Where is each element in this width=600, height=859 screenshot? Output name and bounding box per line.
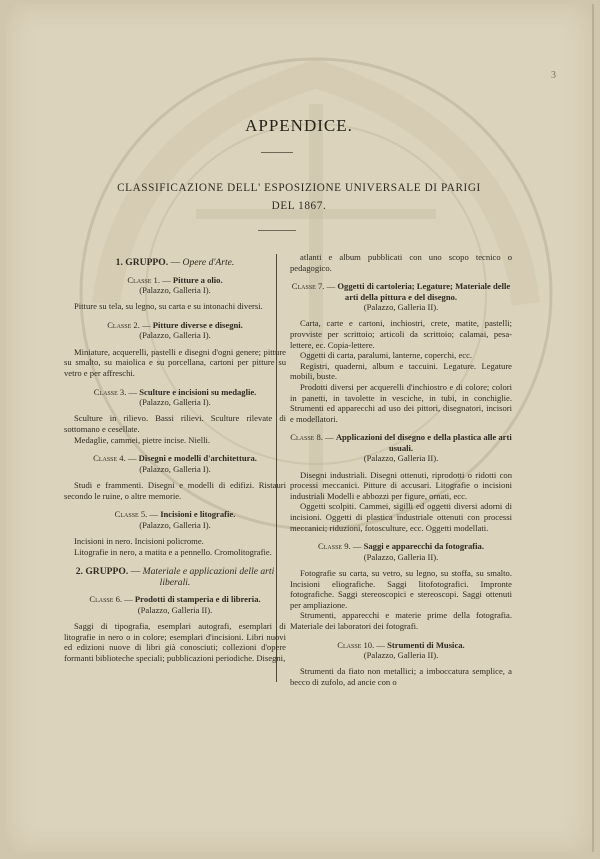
class-title: Oggetti di cartoleria; Legature; Materiale delle arti della pittura e del disegno.	[337, 281, 511, 302]
class-description: Prodotti diversi per acquerelli d'inchiostro e di colore; colori in panetti, in tavolette in vesciche, in tubi, in conchiglie. Strumenti ed apparecchi ad uso dei pittori, disegnatori, incisori e modellatori.	[290, 381, 512, 424]
class-label: Classe 9. —	[318, 541, 362, 552]
class-location: (Palazzo, Galleria II).	[363, 302, 439, 312]
class-title: Prodotti di stamperia e di libreria.	[134, 594, 261, 605]
class-title: Applicazioni del disegno e della plastica alle arti usuali.	[335, 432, 512, 453]
class-title: Saggi e apparecchi da fotografia.	[363, 541, 484, 552]
right-column	[290, 252, 512, 696]
class-description: Sculture in rilievo. Bassi rilievi. Sculture rilevate di sottomano e cesellate.	[64, 413, 286, 434]
class-title: Strumenti di Musica.	[387, 639, 465, 650]
class-label: Classe 5. —	[114, 509, 159, 520]
class-description: Disegni industriali. Disegni ottenuti, riprodotti o ridotti con processi meccanici. Pitture di accusari. Litografie o incisioni industriali Modelli e abbozzi per figure, ornati, ecc.	[290, 469, 512, 501]
group-number: 2. GRUPPO.	[75, 566, 129, 578]
class-label: Classe 4. —	[93, 453, 137, 464]
class-title: Pitture a olio.	[172, 274, 223, 285]
class-title: Pitture diverse e disegni.	[152, 320, 243, 330]
class-location: (Palazzo, Galleria I).	[139, 397, 211, 407]
page-title: APPENDICE.	[245, 116, 353, 135]
class-label: Classe 2. —	[107, 320, 151, 330]
class-description: Incisioni in nero. Incisioni policrome.	[74, 536, 204, 546]
group-title: Materiale e applicazioni delle arti liberali.	[142, 566, 275, 588]
class-description: Carta, carte e cartoni, inchiostri, crete, matite, pastelli; provviste per scrittoio; articoli da scrittoio; calamai, pesa-lettere, ec. Copia-lettere.	[290, 318, 512, 350]
class-heading-6	[64, 594, 286, 615]
class-location: (Palazzo, Galleria I).	[139, 463, 211, 474]
class-title: Incisioni e litografie.	[160, 509, 236, 520]
class-location: (Palazzo, Galleria I).	[139, 330, 211, 341]
left-column	[64, 258, 286, 672]
class-heading-3	[64, 387, 286, 408]
class-heading-9	[290, 541, 512, 562]
class-description: Studi e frammenti. Disegni e modelli di edifizi. Ristauri secondo le ruine, o altre memorie.	[64, 480, 286, 501]
class-location: (Palazzo, Galleria II).	[137, 604, 213, 615]
group-number: 1. GRUPPO.	[115, 257, 169, 268]
class-description: Strumenti, apparecchi e materie prime della fotografia. Materiale dei laboratori dei fotografi.	[290, 610, 512, 631]
page-number: 3	[551, 70, 556, 81]
class-description: Saggi di tipografia, esemplari autografi, esemplari di litografie in nero o in colore; esemplari d'incisioni. Libri nuovi ed edizioni nuove di libri già conosciuti; collezioni d'opere formanti biblioteche speciali; pubblicazioni periodiche. Disegni,	[64, 621, 286, 663]
class-title: Sculture e incisioni su medaglie.	[139, 386, 257, 397]
class-label: Classe 8. —	[290, 432, 334, 443]
class-heading-10	[290, 640, 512, 661]
class-location: (Palazzo, Galleria II).	[363, 453, 439, 464]
class-label: Classe 1. —	[127, 274, 171, 285]
class-description: Pitture su tela, su legno, su carta e su intonachi diversi.	[74, 301, 263, 312]
class-location: (Palazzo, Galleria I).	[139, 285, 211, 295]
class-label: Classe 3. —	[93, 386, 138, 397]
subtitle: CLASSIFICAZIONE DELL' ESPOSIZIONE UNIVERSALE DI PARIGI	[117, 182, 481, 194]
class-label: Classe 6. —	[89, 594, 133, 605]
class-heading-1	[64, 275, 286, 296]
continued-text: atlanti e album pubblicati con uno scopo tecnico o pedagogico.	[290, 252, 512, 273]
class-title: Disegni e modelli d'architettura.	[138, 453, 257, 464]
class-description: Oggetti di carta, paralumi, lanterne, coperchi, ecc.	[300, 350, 473, 361]
class-location: (Palazzo, Galleria II).	[363, 649, 439, 660]
class-location: (Palazzo, Galleria I).	[139, 519, 211, 530]
class-description: Strumenti da fiato non metallici; a imboccatura semplice, a becco di zufolo, ad ancie con o	[290, 666, 512, 687]
class-heading-4	[64, 453, 286, 474]
class-heading-5	[64, 509, 286, 530]
class-description: Litografie in nero, a matita e a pennello. Cromolitografie.	[74, 546, 272, 557]
class-description: Fotografie su carta, su vetro, su legno, su stoffa, su smalto. Incisioni eliografiche. Saggi litofotografici. Impronte fotografiche. Saggi stereoscopici e stereoscopi. Saggi ottenuti per ampliazione.	[290, 567, 512, 610]
subtitle-year: DEL 1867.	[271, 200, 327, 212]
group-heading-1: 1. GRUPPO. — Opere d'Arte.	[115, 257, 235, 268]
class-description: Registri, quaderni, album e taccuini. Legature. Legature mobili, buste.	[290, 360, 512, 382]
class-label: Classe 10. —	[337, 639, 385, 650]
class-description: Miniature, acquerelli, pastelli e disegni d'ogni genere; pitture su smalto, su maiolica e su porcellana, cartoni per pitture su vetro e per affreschi.	[64, 346, 286, 378]
document-page	[6, 4, 594, 852]
class-heading-7	[290, 281, 512, 312]
class-heading-2	[64, 320, 286, 341]
title-rule	[261, 152, 293, 153]
group-title: Opere d'Arte.	[182, 257, 235, 268]
class-location: (Palazzo, Galleria II).	[363, 551, 439, 562]
class-description: Medaglie, cammei, pietre incise. Nielli.	[74, 434, 211, 445]
group-heading-2: 2. GRUPPO. — Materiale e applicazioni delle arti liberali.	[75, 566, 275, 588]
subtitle-rule	[258, 230, 296, 231]
class-label: Classe 7. —	[291, 281, 336, 292]
class-heading-8	[290, 432, 512, 463]
class-description: Oggetti scolpiti. Cammei, sigilli ed oggetti diversi adorni di incisioni. Oggetti di plastica industriale ottenuti con processi meccanici; riduzioni, fotosculture, ecc. Oggetti modellati.	[290, 501, 512, 533]
